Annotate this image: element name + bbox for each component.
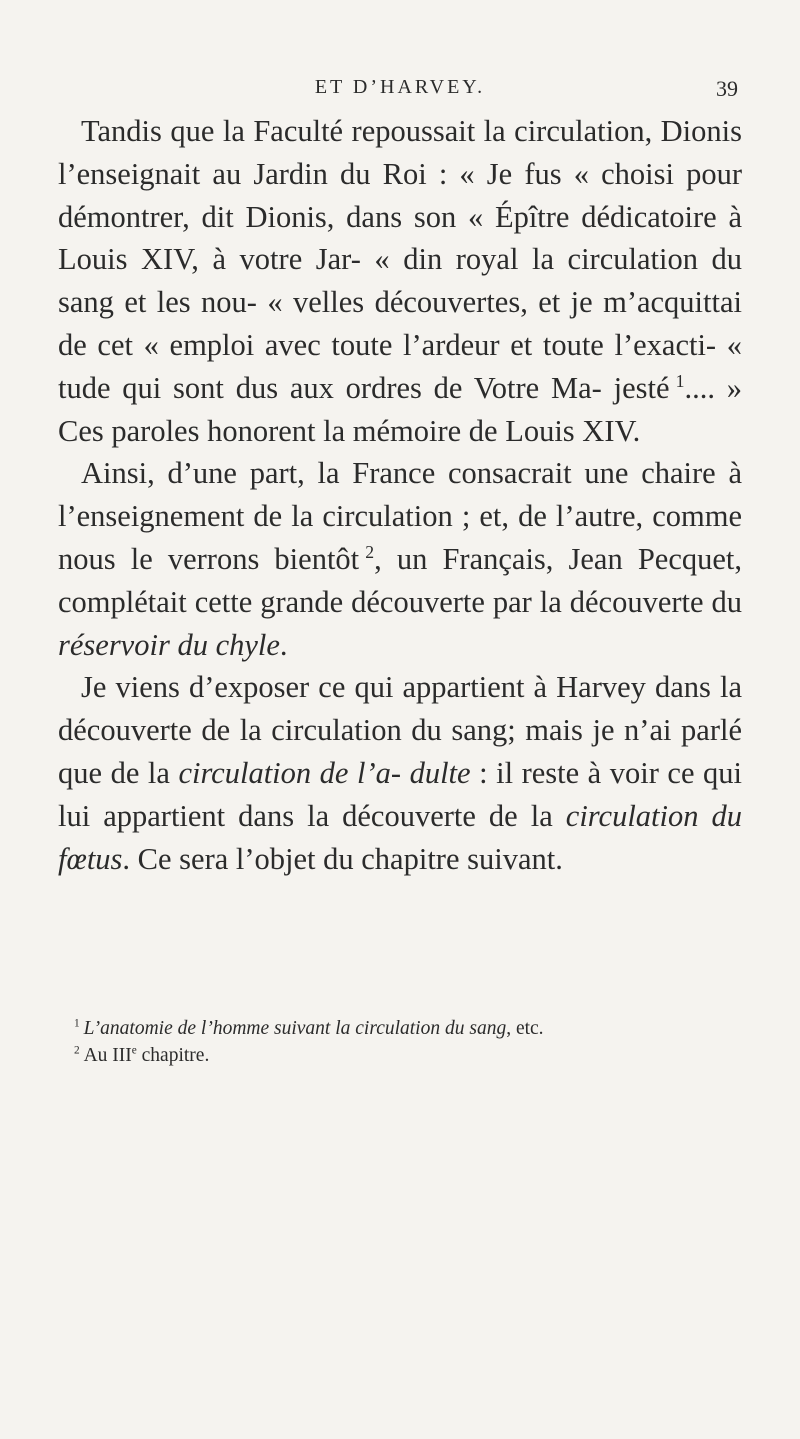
paragraph-dionis-text: Tandis que la Faculté repoussait la circulation, Dionis l’enseignait au Jardin du Roi : « Je fus « choisi pour démontrer, dit Dionis, dans son « Épître dédicatoire à Louis XIV, à votre Jar- « din royal la circulation du sang et les nou- « velles découvertes, et je m’acquittai de cet « emploi avec toute l’ardeur et toute l’exacti- « tude qui sont dus aux ordres de Votre Ma- jesté: [58, 114, 742, 405]
paragraph-pecquet-end: .: [279, 627, 288, 662]
paragraph-harvey: [58, 666, 742, 880]
footnotes: [58, 1015, 742, 1069]
footnote-2-tail: chapitre.: [136, 1045, 210, 1066]
paragraph-dionis-tail: .... » Ces paroles honorent la mémoire de Louis XIV.: [58, 370, 742, 448]
footnote-2-roman: III: [112, 1045, 132, 1066]
paragraph-pecquet: [58, 452, 742, 666]
paragraph-pecquet-text: Ainsi, d’une part, la France consacrait une chaire à l’enseignement de la circulation ; et, de l’autre, comme nous le verrons bientôt: [58, 456, 742, 576]
paragraph-dionis: [58, 110, 742, 452]
paragraph-harvey-start: Je viens d’exposer ce qui appartient à Harvey dans la découverte de la circulation du sang; mais je n’ai parlé que de la: [58, 670, 742, 790]
footnote-2-mark: 2: [74, 1044, 80, 1057]
running-head: [0, 76, 800, 106]
paragraph-harvey-mid: : il reste à voir ce qui lui appartient dans la découverte de la: [58, 755, 742, 833]
page-number: 39: [716, 76, 738, 101]
footnote-1-title: L’anatomie de l’homme suivant la circulation du sang: [83, 1018, 507, 1039]
footnote-2-sup: e: [131, 1044, 137, 1057]
footnote-ref-2: 2: [365, 541, 375, 562]
footnote-2-text: Au: [83, 1045, 108, 1066]
main-text: [58, 110, 742, 880]
circulation-adulte: circulation de l’a- dulte: [178, 755, 471, 790]
running-title: ET D’HARVEY.: [314, 76, 486, 98]
reservoir-du-chyle: réservoir du chyle: [58, 627, 280, 662]
footnote-1-mark: 1: [74, 1017, 80, 1030]
paragraph-pecquet-mid: , un Français, Jean Pecquet, complétait cette grande découverte par la découverte du: [58, 541, 742, 619]
footnote-2: [58, 1042, 742, 1069]
footnote-1: [58, 1015, 742, 1042]
circulation-foetus: circulation du fœtus: [58, 798, 743, 876]
footnote-1-tail: , etc.: [506, 1018, 544, 1039]
footnote-ref-1: 1: [675, 370, 685, 391]
paragraph-harvey-end: . Ce sera l’objet du chapitre suivant.: [122, 841, 563, 876]
